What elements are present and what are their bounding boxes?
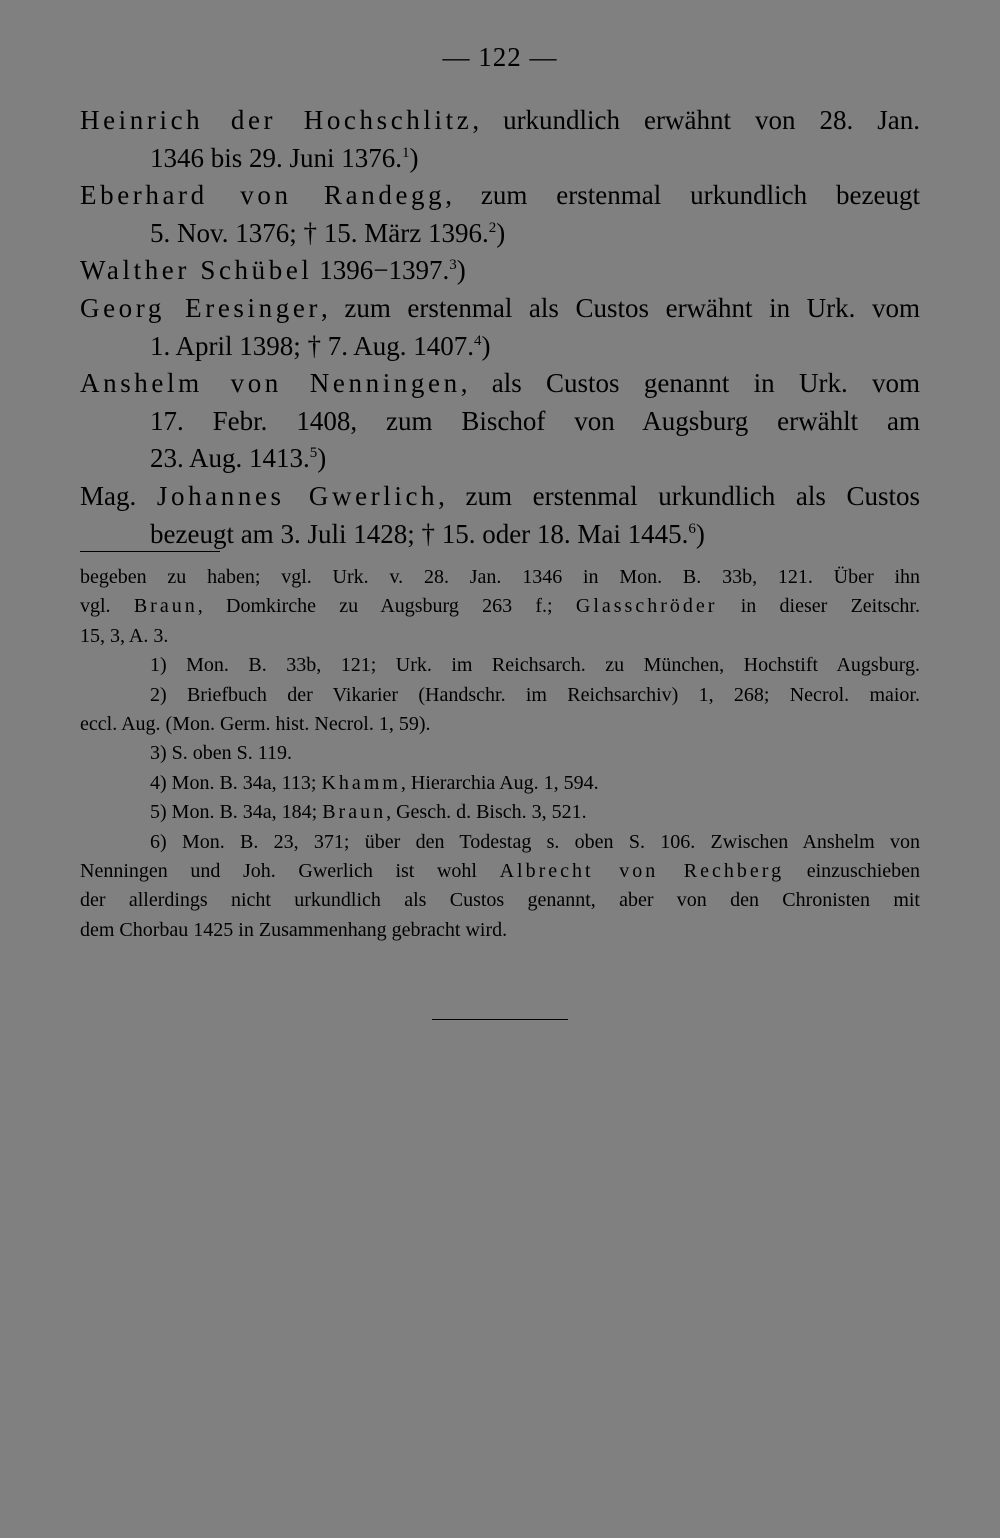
entry-heinrich [80, 102, 920, 177]
footnote-2-cont: eccl. Aug. (Mon. Germ. hist. Necrol. 1, 59). [80, 713, 431, 736]
entry-text: 1346 bis 29. Juni 1376. [150, 142, 403, 173]
entry-anshelm [80, 365, 920, 478]
entry-line [80, 365, 920, 403]
footnote-6-cont: dem Chorbau 1425 in Zusammenhang gebracht wird. [80, 918, 508, 941]
entry-text: 5. Nov. 1376; † 15. März 1396. [150, 217, 489, 248]
entry-text: 1396−1397. [312, 255, 450, 286]
entry-name: Heinrich der Hochschlitz [80, 105, 473, 135]
entry-name: Georg Eresinger [80, 292, 322, 323]
entry-text: , zum erstenmal urkundlich bezeugt [445, 180, 921, 211]
entry-name: Johannes Gwerlich [156, 480, 439, 511]
footnote-ref: 4 [474, 332, 482, 349]
footnote-6-cont: Nenningen und Joh. Gwerlich ist wohl Albrecht von Rechberg einzuschieben [80, 860, 920, 883]
footnote-ref: 2 [488, 219, 497, 236]
entry-line: 1346 bis 29. Juni 1376.$^1$) [150, 142, 419, 173]
entry-name: Walther Schübel [80, 255, 313, 286]
entry-name: Eberhard von Randegg [80, 180, 446, 211]
entry-line [80, 102, 920, 140]
footnote-continuation: vgl. Braun, Domkirche zu Augsburg 263 f.; Glasschröder in dieser Zeitschr. [80, 595, 920, 618]
author-name: Braun [322, 801, 387, 824]
entry-johannes [80, 478, 920, 553]
author-name: Khamm [321, 771, 401, 794]
entry-line: Walther Schübel 1396−1397.$^3$) [80, 255, 466, 286]
footnote-ref: 6 [688, 520, 696, 537]
page-number: — 122 — [442, 42, 558, 72]
entry-prefix: Mag. [80, 480, 157, 511]
footnote-3: 3) S. oben S. 119. [150, 742, 293, 765]
entry-text: 23. Aug. 1413. [150, 443, 310, 474]
entry-line [80, 478, 920, 516]
footnote-ref: 1 [402, 144, 410, 161]
footnote-5: 5) Mon. B. 34a, 184; Braun, Gesch. d. Bisch. 3, 521. [150, 801, 587, 824]
author-name: Braun [133, 595, 198, 618]
footnote-ref: 3 [449, 257, 457, 274]
entry-text: , als Custos genannt in Urk. vom [460, 368, 921, 399]
footnote-6: 6) Mon. B. 23, 371; über den Todestag s. oben S. 106. Zwischen Anshelm von [150, 830, 920, 853]
entry-name: Anshelm von Nenningen [80, 368, 461, 399]
custos-list [80, 102, 920, 553]
entry-text: , urkundlich erwähnt von 28. Jan. [472, 105, 920, 135]
entry-line: bezeugt am 3. Juli 1428; † 15. oder 18. Mai 1445.$^6$) [150, 518, 705, 549]
footnote-continuation: begeben zu haben; vgl. Urk. v. 28. Jan. 1346 in Mon. B. 33b, 121. Über ihn [80, 566, 920, 588]
author-name: Glasschröder [575, 595, 718, 618]
entry-line [80, 177, 920, 215]
person-name: Albrecht von Rechberg [499, 860, 785, 883]
footnote-separator [80, 551, 220, 552]
footnote-1: 1) Mon. B. 33b, 121; Urk. im Reichsarch. zu München, Hochstift Augsburg. [150, 654, 920, 677]
footnote-6-cont: der allerdings nicht urkundlich als Custos genannt, aber von den Chronisten mit [80, 889, 920, 912]
end-rule [432, 1019, 568, 1020]
entry-text: 1. April 1398; † 7. Aug. 1407. [150, 330, 475, 361]
footnote-continuation: 15, 3, A. 3. [80, 624, 169, 647]
footnote-4: 4) Mon. B. 34a, 113; Khamm, Hierarchia Aug. 1, 594. [150, 771, 599, 794]
entry-line: 1. April 1398; † 7. Aug. 1407.$^4$) [150, 330, 491, 361]
entry-text: 17. Febr. 1408, zum Bischof von Augsburg erwählt am [150, 405, 920, 436]
entry-eberhard [80, 177, 920, 252]
entry-line [80, 403, 920, 441]
footnote-ref: 5 [309, 445, 318, 462]
entry-line: 23. Aug. 1413.$^5$) [150, 443, 327, 474]
entry-georg [80, 290, 920, 365]
entry-line [80, 290, 920, 328]
entry-text: , zum erstenmal als Custos erwähnt in Urk. vom [321, 292, 920, 323]
entry-text: , zum erstenmal urkundlich als Custos [438, 480, 920, 511]
footnotes [80, 563, 920, 945]
footnote-2: 2) Briefbuch der Vikarier (Handschr. im Reichsarchiv) 1, 268; Necrol. maior. [150, 683, 920, 706]
entry-line: 5. Nov. 1376; † 15. März 1396.$^2$) [150, 217, 506, 248]
entry-walther [80, 252, 920, 290]
entry-text: bezeugt am 3. Juli 1428; † 15. oder 18. Mai 1445. [150, 518, 689, 549]
